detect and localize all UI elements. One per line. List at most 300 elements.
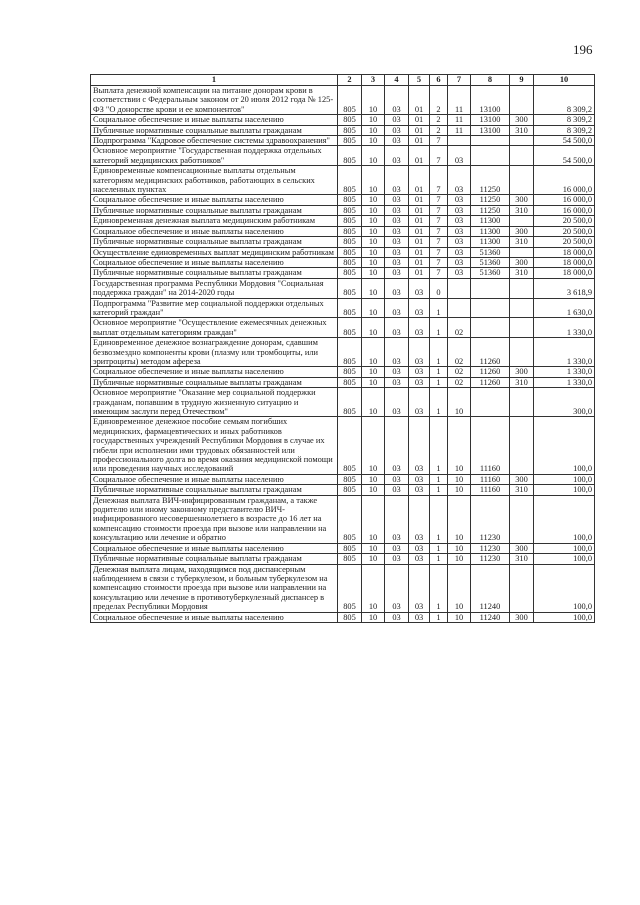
cell-direction: 11230 — [471, 543, 510, 553]
cell-activity: 03 — [448, 146, 471, 166]
cell-amount: 300,0 — [534, 388, 595, 417]
cell-subsection: 03 — [385, 247, 409, 257]
cell-section: 10 — [362, 146, 385, 166]
cell-program: 01 — [409, 125, 430, 135]
cell-program: 03 — [409, 543, 430, 553]
cell-name: Единовременное денежное вознаграждение донорам, сдавшим безвозмездно компоненты крови (плазму или тромбоциты, или эритроциты) методом афереза — [91, 338, 338, 367]
budget-table — [90, 74, 595, 623]
cell-expense-type: 300 — [510, 474, 534, 484]
cell-amount: 100,0 — [534, 417, 595, 474]
cell-direction: 11250 — [471, 195, 510, 205]
cell-activity — [448, 298, 471, 318]
cell-program: 03 — [409, 474, 430, 484]
cell-expense-type — [510, 136, 534, 146]
table-row — [91, 474, 595, 484]
cell-section: 10 — [362, 216, 385, 226]
cell-activity: 10 — [448, 474, 471, 484]
cell-amount: 1 330,0 — [534, 318, 595, 338]
cell-section: 10 — [362, 205, 385, 215]
cell-section: 10 — [362, 115, 385, 125]
cell-subsection: 03 — [385, 136, 409, 146]
cell-subprogram: 1 — [430, 377, 448, 387]
cell-name: Единовременные компенсационные выплаты отдельным категориям медицинских работников, работающих в сельских населенных пунктах — [91, 166, 338, 195]
cell-section: 10 — [362, 237, 385, 247]
cell-admin-code: 805 — [338, 86, 362, 115]
cell-amount: 100,0 — [534, 554, 595, 564]
cell-subprogram: 1 — [430, 474, 448, 484]
cell-activity — [448, 136, 471, 146]
cell-subsection: 03 — [385, 474, 409, 484]
cell-subsection: 03 — [385, 278, 409, 298]
cell-direction: 11230 — [471, 554, 510, 564]
cell-subprogram: 7 — [430, 268, 448, 278]
cell-name: Социальное обеспечение и иные выплаты населению — [91, 257, 338, 267]
cell-amount: 100,0 — [534, 612, 595, 622]
table-row — [91, 257, 595, 267]
cell-activity: 03 — [448, 195, 471, 205]
cell-program: 01 — [409, 247, 430, 257]
cell-amount: 8 309,2 — [534, 125, 595, 135]
cell-direction: 11230 — [471, 495, 510, 543]
cell-program: 03 — [409, 554, 430, 564]
cell-admin-code: 805 — [338, 257, 362, 267]
cell-subprogram: 2 — [430, 86, 448, 115]
cell-activity: 11 — [448, 86, 471, 115]
cell-subprogram: 1 — [430, 554, 448, 564]
cell-name: Основное мероприятие "Оказание мер социальной поддержки гражданам, попавшим в трудную жизненную ситуацию и имеющим заслуги перед Отечеством" — [91, 388, 338, 417]
cell-admin-code: 805 — [338, 367, 362, 377]
cell-subsection: 03 — [385, 146, 409, 166]
cell-subprogram: 1 — [430, 543, 448, 553]
cell-name: Социальное обеспечение и иные выплаты населению — [91, 612, 338, 622]
cell-direction — [471, 298, 510, 318]
cell-program: 03 — [409, 318, 430, 338]
cell-activity: 03 — [448, 205, 471, 215]
cell-amount: 100,0 — [534, 564, 595, 612]
cell-expense-type: 310 — [510, 554, 534, 564]
cell-program: 01 — [409, 237, 430, 247]
cell-expense-type: 310 — [510, 377, 534, 387]
column-header: 9 — [510, 75, 534, 86]
cell-program: 03 — [409, 298, 430, 318]
cell-name: Публичные нормативные социальные выплаты гражданам — [91, 268, 338, 278]
cell-subsection: 03 — [385, 377, 409, 387]
cell-direction: 13100 — [471, 115, 510, 125]
cell-subsection: 03 — [385, 564, 409, 612]
cell-activity: 10 — [448, 388, 471, 417]
cell-amount: 16 000,0 — [534, 205, 595, 215]
cell-direction — [471, 136, 510, 146]
cell-expense-type: 310 — [510, 268, 534, 278]
table-row — [91, 278, 595, 298]
cell-activity: 03 — [448, 257, 471, 267]
cell-subsection: 03 — [385, 257, 409, 267]
table-row — [91, 388, 595, 417]
cell-activity: 02 — [448, 338, 471, 367]
cell-subprogram: 1 — [430, 485, 448, 495]
cell-activity: 03 — [448, 216, 471, 226]
cell-name: Публичные нормативные социальные выплаты гражданам — [91, 377, 338, 387]
cell-admin-code: 805 — [338, 226, 362, 236]
cell-admin-code: 805 — [338, 146, 362, 166]
cell-admin-code: 805 — [338, 125, 362, 135]
cell-expense-type: 300 — [510, 612, 534, 622]
cell-name: Выплата денежной компенсации на питание донорам крови в соответствии с Федеральным законом от 20 июля 2012 года № 125-ФЗ "О донорстве крови и ее компонентов" — [91, 86, 338, 115]
cell-activity: 03 — [448, 237, 471, 247]
cell-subsection: 03 — [385, 125, 409, 135]
cell-activity: 10 — [448, 564, 471, 612]
table-row — [91, 367, 595, 377]
cell-amount: 54 500,0 — [534, 146, 595, 166]
cell-name: Социальное обеспечение и иные выплаты населению — [91, 195, 338, 205]
cell-admin-code: 805 — [338, 216, 362, 226]
cell-name: Государственная программа Республики Мордовия "Социальная поддержка граждан" на 2014-2020 годы — [91, 278, 338, 298]
cell-activity: 10 — [448, 543, 471, 553]
cell-direction — [471, 318, 510, 338]
cell-expense-type — [510, 564, 534, 612]
cell-expense-type: 300 — [510, 195, 534, 205]
cell-admin-code: 805 — [338, 554, 362, 564]
table-row — [91, 115, 595, 125]
cell-amount: 18 000,0 — [534, 247, 595, 257]
cell-amount: 100,0 — [534, 474, 595, 484]
cell-amount: 100,0 — [534, 495, 595, 543]
cell-subprogram: 7 — [430, 237, 448, 247]
cell-program: 01 — [409, 195, 430, 205]
table-row — [91, 338, 595, 367]
cell-section: 10 — [362, 377, 385, 387]
cell-name: Подпрограмма "Кадровое обеспечение системы здравоохранения" — [91, 136, 338, 146]
cell-admin-code: 805 — [338, 318, 362, 338]
cell-subprogram: 1 — [430, 388, 448, 417]
cell-direction: 11160 — [471, 474, 510, 484]
cell-admin-code: 805 — [338, 205, 362, 215]
cell-section: 10 — [362, 554, 385, 564]
cell-subsection: 03 — [385, 166, 409, 195]
cell-expense-type — [510, 278, 534, 298]
cell-program: 03 — [409, 485, 430, 495]
cell-admin-code: 805 — [338, 195, 362, 205]
table-row — [91, 125, 595, 135]
cell-amount: 1 330,0 — [534, 367, 595, 377]
cell-direction: 11240 — [471, 612, 510, 622]
cell-name: Социальное обеспечение и иные выплаты населению — [91, 367, 338, 377]
cell-program: 01 — [409, 146, 430, 166]
cell-section: 10 — [362, 564, 385, 612]
cell-expense-type: 310 — [510, 237, 534, 247]
cell-subsection: 03 — [385, 318, 409, 338]
cell-subprogram: 7 — [430, 195, 448, 205]
table-row — [91, 543, 595, 553]
cell-subprogram: 2 — [430, 125, 448, 135]
cell-direction: 11300 — [471, 216, 510, 226]
cell-direction: 11260 — [471, 367, 510, 377]
cell-admin-code: 805 — [338, 278, 362, 298]
cell-activity: 03 — [448, 247, 471, 257]
cell-admin-code: 805 — [338, 474, 362, 484]
cell-admin-code: 805 — [338, 388, 362, 417]
cell-program: 03 — [409, 388, 430, 417]
cell-subprogram: 1 — [430, 338, 448, 367]
cell-direction: 11300 — [471, 237, 510, 247]
cell-section: 10 — [362, 298, 385, 318]
cell-expense-type: 310 — [510, 205, 534, 215]
cell-subsection: 03 — [385, 388, 409, 417]
cell-subprogram: 7 — [430, 205, 448, 215]
cell-program: 03 — [409, 564, 430, 612]
cell-section: 10 — [362, 318, 385, 338]
cell-section: 10 — [362, 278, 385, 298]
cell-amount: 8 309,2 — [534, 115, 595, 125]
column-header: 10 — [534, 75, 595, 86]
table-row — [91, 318, 595, 338]
cell-expense-type — [510, 298, 534, 318]
cell-name: Основное мероприятие "Государственная поддержка отдельных категорий медицинских работников" — [91, 146, 338, 166]
cell-amount: 16 000,0 — [534, 166, 595, 195]
cell-amount: 16 000,0 — [534, 195, 595, 205]
cell-direction: 11240 — [471, 564, 510, 612]
cell-name: Социальное обеспечение и иные выплаты населению — [91, 474, 338, 484]
cell-subsection: 03 — [385, 485, 409, 495]
cell-subsection: 03 — [385, 86, 409, 115]
cell-expense-type — [510, 247, 534, 257]
cell-admin-code: 805 — [338, 166, 362, 195]
cell-subprogram: 1 — [430, 495, 448, 543]
cell-direction — [471, 146, 510, 166]
cell-activity: 10 — [448, 485, 471, 495]
cell-section: 10 — [362, 226, 385, 236]
cell-amount: 1 330,0 — [534, 338, 595, 367]
table-row — [91, 485, 595, 495]
cell-expense-type — [510, 166, 534, 195]
cell-admin-code: 805 — [338, 485, 362, 495]
cell-section: 10 — [362, 367, 385, 377]
cell-activity: 10 — [448, 554, 471, 564]
cell-subsection: 03 — [385, 495, 409, 543]
cell-amount: 100,0 — [534, 485, 595, 495]
cell-amount: 20 500,0 — [534, 226, 595, 236]
cell-section: 10 — [362, 86, 385, 115]
cell-subsection: 03 — [385, 195, 409, 205]
table-row — [91, 237, 595, 247]
cell-admin-code: 805 — [338, 237, 362, 247]
cell-activity: 02 — [448, 377, 471, 387]
cell-activity: 02 — [448, 318, 471, 338]
cell-amount: 54 500,0 — [534, 136, 595, 146]
cell-subsection: 03 — [385, 115, 409, 125]
cell-expense-type: 300 — [510, 226, 534, 236]
cell-section: 10 — [362, 543, 385, 553]
cell-section: 10 — [362, 485, 385, 495]
table-row — [91, 268, 595, 278]
cell-direction: 11160 — [471, 485, 510, 495]
cell-section: 10 — [362, 612, 385, 622]
cell-direction: 51360 — [471, 268, 510, 278]
cell-subprogram: 7 — [430, 226, 448, 236]
cell-admin-code: 805 — [338, 495, 362, 543]
cell-activity: 02 — [448, 367, 471, 377]
cell-section: 10 — [362, 125, 385, 135]
table-row — [91, 216, 595, 226]
table-row — [91, 554, 595, 564]
cell-direction — [471, 278, 510, 298]
table-row — [91, 298, 595, 318]
cell-amount: 18 000,0 — [534, 268, 595, 278]
cell-program: 03 — [409, 417, 430, 474]
cell-expense-type — [510, 388, 534, 417]
cell-program: 03 — [409, 495, 430, 543]
cell-section: 10 — [362, 257, 385, 267]
cell-program: 03 — [409, 612, 430, 622]
cell-name: Публичные нормативные социальные выплаты гражданам — [91, 205, 338, 215]
cell-name: Публичные нормативные социальные выплаты гражданам — [91, 485, 338, 495]
page-number: 196 — [573, 42, 593, 57]
cell-admin-code: 805 — [338, 115, 362, 125]
cell-subsection: 03 — [385, 338, 409, 367]
cell-direction: 51360 — [471, 247, 510, 257]
cell-expense-type — [510, 318, 534, 338]
cell-admin-code: 805 — [338, 338, 362, 367]
cell-subprogram: 7 — [430, 146, 448, 166]
cell-subsection: 03 — [385, 268, 409, 278]
column-header: 6 — [430, 75, 448, 86]
cell-program: 01 — [409, 257, 430, 267]
cell-name: Подпрограмма "Развитие мер социальной поддержки отдельных категорий граждан" — [91, 298, 338, 318]
cell-program: 03 — [409, 278, 430, 298]
cell-program: 01 — [409, 86, 430, 115]
cell-program: 01 — [409, 268, 430, 278]
cell-amount: 3 618,9 — [534, 278, 595, 298]
cell-admin-code: 805 — [338, 417, 362, 474]
cell-section: 10 — [362, 338, 385, 367]
cell-expense-type: 300 — [510, 115, 534, 125]
cell-expense-type: 310 — [510, 485, 534, 495]
cell-direction: 13100 — [471, 86, 510, 115]
cell-subprogram: 1 — [430, 367, 448, 377]
column-header: 4 — [385, 75, 409, 86]
cell-subprogram: 1 — [430, 417, 448, 474]
column-header: 2 — [338, 75, 362, 86]
cell-program: 01 — [409, 136, 430, 146]
cell-direction: 11260 — [471, 338, 510, 367]
cell-amount: 18 000,0 — [534, 257, 595, 267]
cell-name: Основное мероприятие "Осуществление ежемесячных денежных выплат отдельным категориям граждан" — [91, 318, 338, 338]
cell-name: Публичные нормативные социальные выплаты гражданам — [91, 237, 338, 247]
column-header: 5 — [409, 75, 430, 86]
cell-subprogram: 7 — [430, 166, 448, 195]
cell-admin-code: 805 — [338, 564, 362, 612]
table-row — [91, 612, 595, 622]
cell-activity: 11 — [448, 125, 471, 135]
cell-subsection: 03 — [385, 417, 409, 474]
cell-expense-type — [510, 338, 534, 367]
cell-activity: 10 — [448, 495, 471, 543]
cell-program: 01 — [409, 115, 430, 125]
cell-section: 10 — [362, 195, 385, 205]
cell-direction: 11250 — [471, 166, 510, 195]
table-body — [91, 86, 595, 623]
cell-expense-type — [510, 146, 534, 166]
cell-expense-type: 310 — [510, 125, 534, 135]
cell-name: Денежная выплата ВИЧ-инфицированным гражданам, а также родителю или иному законному представителю ВИЧ-инфицированного несовершеннолетнего в возрасте до 16 лет на компенсацию стоимости проезда при вызове или направлении на консультацию или лечение и обратно — [91, 495, 338, 543]
cell-direction — [471, 388, 510, 417]
cell-expense-type — [510, 216, 534, 226]
cell-section: 10 — [362, 417, 385, 474]
cell-activity: 03 — [448, 226, 471, 236]
cell-activity: 10 — [448, 612, 471, 622]
cell-name: Осуществление единовременных выплат медицинским работникам — [91, 247, 338, 257]
cell-amount: 1 330,0 — [534, 377, 595, 387]
table-row — [91, 146, 595, 166]
cell-subprogram: 1 — [430, 298, 448, 318]
cell-admin-code: 805 — [338, 268, 362, 278]
cell-admin-code: 805 — [338, 543, 362, 553]
cell-direction: 11300 — [471, 226, 510, 236]
cell-activity — [448, 278, 471, 298]
table-row — [91, 166, 595, 195]
cell-subprogram: 0 — [430, 278, 448, 298]
table-row — [91, 377, 595, 387]
cell-expense-type — [510, 495, 534, 543]
table-row — [91, 136, 595, 146]
cell-name: Денежная выплата лицам, находящимся под диспансерным наблюдением в связи с туберкулезом, и больным туберкулезом на компенсацию стоимости проезда при вызове или направлении на консультацию или лечение в противотуберкулезный диспансер в пределах Республики Мордовия — [91, 564, 338, 612]
cell-subprogram: 1 — [430, 564, 448, 612]
cell-program: 03 — [409, 377, 430, 387]
cell-subsection: 03 — [385, 205, 409, 215]
cell-subprogram: 7 — [430, 257, 448, 267]
column-header: 7 — [448, 75, 471, 86]
cell-name: Единовременное денежное пособие семьям погибших медицинских, фармацевтических и иных работников государственных учреждений Республики Мордовия в случае их гибели при исполнении ими трудовых обязанностей или профессионального долга во время оказания медицинской помощи или проведения научных исследований — [91, 417, 338, 474]
cell-activity: 10 — [448, 417, 471, 474]
cell-expense-type — [510, 417, 534, 474]
table-header-row — [91, 75, 595, 86]
cell-activity: 11 — [448, 115, 471, 125]
cell-expense-type: 300 — [510, 367, 534, 377]
cell-subprogram: 1 — [430, 318, 448, 338]
cell-subsection: 03 — [385, 612, 409, 622]
cell-subsection: 03 — [385, 554, 409, 564]
cell-section: 10 — [362, 268, 385, 278]
cell-direction: 11160 — [471, 417, 510, 474]
table-row — [91, 417, 595, 474]
cell-section: 10 — [362, 388, 385, 417]
column-header: 3 — [362, 75, 385, 86]
cell-amount: 8 309,2 — [534, 86, 595, 115]
cell-program: 01 — [409, 205, 430, 215]
cell-admin-code: 805 — [338, 377, 362, 387]
cell-direction: 11260 — [471, 377, 510, 387]
cell-name: Социальное обеспечение и иные выплаты населению — [91, 226, 338, 236]
cell-section: 10 — [362, 474, 385, 484]
cell-program: 03 — [409, 367, 430, 377]
table-row — [91, 195, 595, 205]
cell-subsection: 03 — [385, 216, 409, 226]
cell-name: Единовременная денежная выплата медицинским работникам — [91, 216, 338, 226]
cell-subsection: 03 — [385, 543, 409, 553]
cell-subsection: 03 — [385, 237, 409, 247]
cell-admin-code: 805 — [338, 247, 362, 257]
cell-direction: 11250 — [471, 205, 510, 215]
cell-expense-type: 300 — [510, 257, 534, 267]
table-row — [91, 226, 595, 236]
cell-program: 01 — [409, 226, 430, 236]
cell-subprogram: 7 — [430, 136, 448, 146]
cell-subsection: 03 — [385, 226, 409, 236]
table-row — [91, 247, 595, 257]
cell-admin-code: 805 — [338, 298, 362, 318]
cell-subprogram: 2 — [430, 115, 448, 125]
cell-admin-code: 805 — [338, 136, 362, 146]
